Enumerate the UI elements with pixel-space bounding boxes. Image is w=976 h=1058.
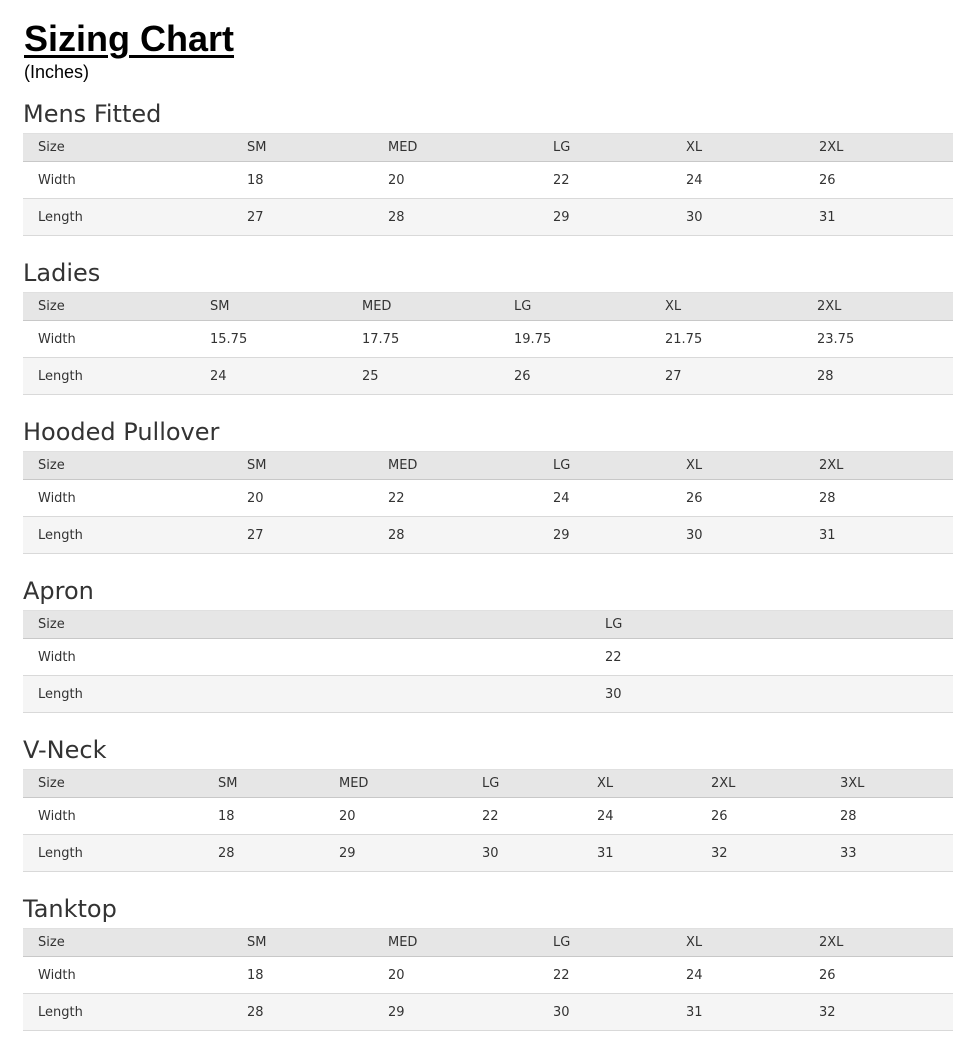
column-header: MED	[373, 929, 538, 957]
table-row	[23, 676, 953, 713]
table-cell: 24	[553, 490, 570, 506]
table-row	[23, 957, 953, 994]
table-cell: 28	[388, 209, 405, 225]
section-heading: Mens Fitted	[23, 100, 162, 128]
column-header: 2XL	[804, 929, 953, 957]
table-row	[23, 358, 953, 395]
column-header: Size	[23, 134, 232, 162]
table-cell: 28	[388, 527, 405, 543]
table-cell: 29	[339, 845, 356, 861]
table-cell: 31	[819, 209, 836, 225]
table-cell: 30	[686, 209, 703, 225]
table-header-row	[23, 929, 953, 957]
column-header: XL	[650, 293, 802, 321]
table-cell: 29	[553, 527, 570, 543]
row-label: Length	[38, 368, 83, 384]
column-header: SM	[232, 134, 373, 162]
size-table	[23, 292, 953, 395]
column-header: Size	[23, 611, 590, 639]
column-header: XL	[671, 452, 804, 480]
column-header: MED	[373, 452, 538, 480]
table-cell: 30	[482, 845, 499, 861]
table-cell: 24	[686, 967, 703, 983]
table-row	[23, 162, 953, 199]
column-header: 2XL	[696, 770, 825, 798]
table-cell: 29	[388, 1004, 405, 1020]
section-v-neck	[23, 733, 953, 872]
column-header: XL	[671, 134, 804, 162]
column-header: MED	[373, 134, 538, 162]
table-cell: 22	[605, 649, 622, 665]
table-cell: 17.75	[362, 331, 400, 347]
table-cell: 30	[605, 686, 622, 702]
section-heading: Ladies	[23, 259, 101, 287]
table-cell: 27	[247, 209, 264, 225]
table-row	[23, 199, 953, 236]
table-cell: 27	[665, 368, 682, 384]
table-cell: 28	[817, 368, 834, 384]
table-cell: 20	[339, 808, 356, 824]
column-header: LG	[467, 770, 582, 798]
table-cell: 31	[597, 845, 614, 861]
table-cell: 32	[819, 1004, 836, 1020]
table-cell: 30	[553, 1004, 570, 1020]
section-apron	[23, 574, 953, 713]
column-header: 2XL	[802, 293, 953, 321]
table-cell: 22	[482, 808, 499, 824]
table-cell: 30	[686, 527, 703, 543]
table-row	[23, 480, 953, 517]
table-cell: 18	[247, 967, 264, 983]
row-label: Width	[38, 649, 76, 665]
table-cell: 22	[553, 172, 570, 188]
column-header: LG	[538, 929, 671, 957]
column-header: 3XL	[825, 770, 953, 798]
table-cell: 28	[218, 845, 235, 861]
column-header: SM	[195, 293, 347, 321]
column-header: MED	[324, 770, 467, 798]
row-label: Length	[38, 527, 83, 543]
table-cell: 20	[388, 172, 405, 188]
section-hooded-pullover	[23, 415, 953, 554]
table-cell: 22	[553, 967, 570, 983]
table-cell: 32	[711, 845, 728, 861]
row-label: Width	[38, 331, 76, 347]
column-header: XL	[582, 770, 696, 798]
table-cell: 31	[686, 1004, 703, 1020]
row-label: Width	[38, 967, 76, 983]
table-cell: 18	[218, 808, 235, 824]
table-cell: 25	[362, 368, 379, 384]
table-header-row	[23, 770, 953, 798]
column-header: 2XL	[804, 452, 953, 480]
section-tanktop	[23, 892, 953, 1031]
table-cell: 19.75	[514, 331, 552, 347]
section-heading: Apron	[23, 577, 94, 605]
column-header: LG	[538, 134, 671, 162]
table-cell: 26	[514, 368, 531, 384]
size-table	[23, 610, 953, 713]
table-cell: 22	[388, 490, 405, 506]
column-header: 2XL	[804, 134, 953, 162]
table-row	[23, 639, 953, 676]
row-label: Width	[38, 808, 76, 824]
table-cell: 24	[210, 368, 227, 384]
table-header-row	[23, 134, 953, 162]
table-row	[23, 321, 953, 358]
table-cell: 28	[247, 1004, 264, 1020]
column-header: SM	[232, 452, 373, 480]
table-cell: 20	[388, 967, 405, 983]
table-row	[23, 994, 953, 1031]
column-header: Size	[23, 293, 195, 321]
column-header: XL	[671, 929, 804, 957]
table-cell: 31	[819, 527, 836, 543]
table-row	[23, 517, 953, 554]
table-cell: 27	[247, 527, 264, 543]
column-header: SM	[232, 929, 373, 957]
table-header-row	[23, 293, 953, 321]
table-cell: 33	[840, 845, 857, 861]
row-label: Length	[38, 209, 83, 225]
section-heading: Tanktop	[23, 895, 117, 923]
column-header: MED	[347, 293, 499, 321]
column-header: LG	[590, 611, 953, 639]
table-cell: 15.75	[210, 331, 248, 347]
column-header: SM	[203, 770, 324, 798]
table-cell: 24	[597, 808, 614, 824]
column-header: LG	[499, 293, 650, 321]
table-cell: 21.75	[665, 331, 703, 347]
size-table	[23, 928, 953, 1031]
page-subtitle: (Inches)	[24, 62, 90, 82]
table-cell: 26	[819, 172, 836, 188]
row-label: Length	[38, 686, 83, 702]
table-header-row	[23, 611, 953, 639]
table-header-row	[23, 452, 953, 480]
column-header: Size	[23, 929, 232, 957]
column-header: Size	[23, 770, 203, 798]
table-cell: 23.75	[817, 331, 855, 347]
section-mens-fitted	[23, 97, 953, 236]
table-cell: 18	[247, 172, 264, 188]
row-label: Width	[38, 172, 76, 188]
row-label: Width	[38, 490, 76, 506]
table-cell: 29	[553, 209, 570, 225]
table-cell: 26	[819, 967, 836, 983]
table-cell: 24	[686, 172, 703, 188]
table-cell: 26	[711, 808, 728, 824]
table-row	[23, 798, 953, 835]
column-header: LG	[538, 452, 671, 480]
section-heading: V-Neck	[23, 736, 107, 764]
size-table	[23, 451, 953, 554]
table-cell: 28	[819, 490, 836, 506]
section-heading: Hooded Pullover	[23, 418, 220, 446]
row-label: Length	[38, 1004, 83, 1020]
table-cell: 28	[840, 808, 857, 824]
row-label: Length	[38, 845, 83, 861]
size-table	[23, 133, 953, 236]
section-ladies	[23, 256, 953, 395]
column-header: Size	[23, 452, 232, 480]
page-title: Sizing Chart	[24, 18, 235, 59]
table-row	[23, 835, 953, 872]
table-cell: 26	[686, 490, 703, 506]
size-table	[23, 769, 953, 872]
table-cell: 20	[247, 490, 264, 506]
